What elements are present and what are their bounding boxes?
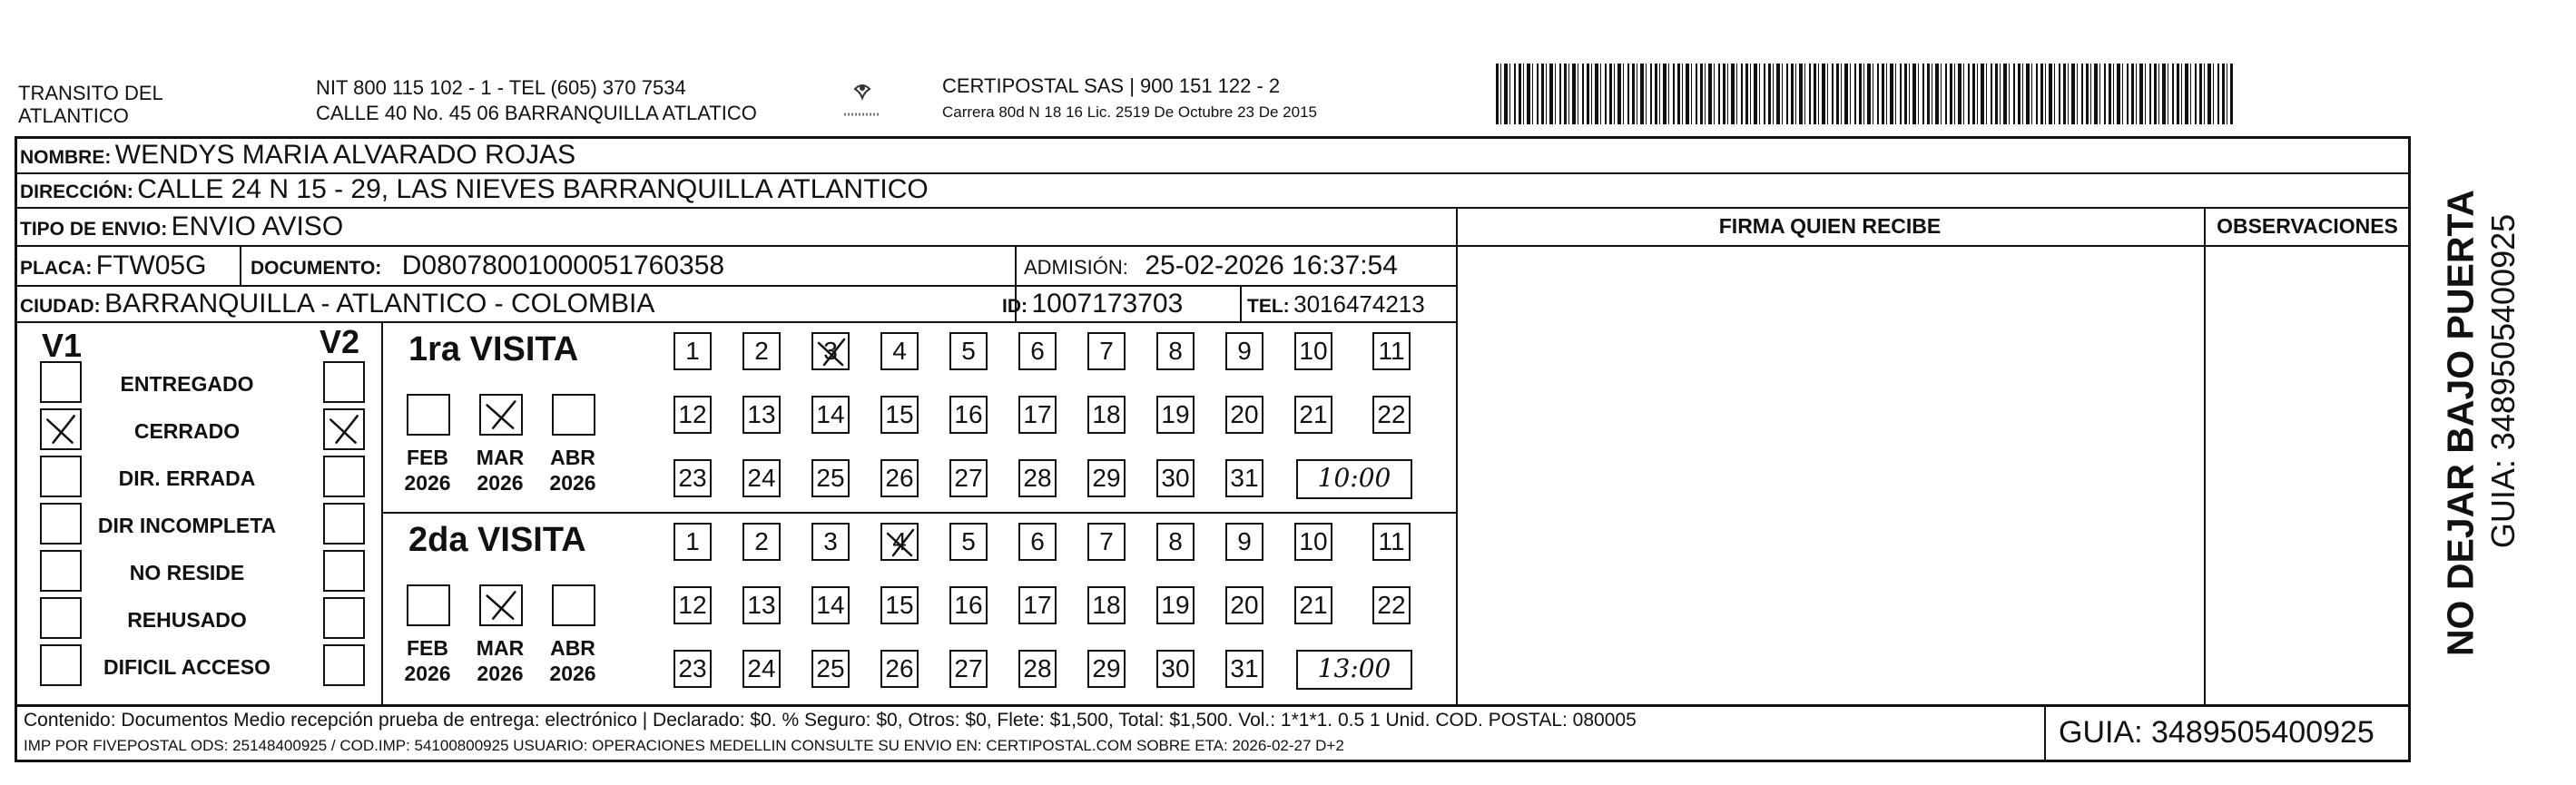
row-divider (15, 321, 1456, 323)
footer-contenido: Contenido: Documentos Medio recepción prueba de entrega: electrónico | Declarado: $0. % Seguro: $0, Otros: $0, Flete: $1,500, Total: $1,500. Vol.: 1*1*1. 0.5 1 Unid. COD. POSTAL: 080005 (24, 710, 1637, 731)
day-box[interactable]: 30 (1156, 650, 1195, 688)
ciudad-label: CIUDAD: (20, 296, 101, 317)
day-box[interactable]: 18 (1087, 396, 1126, 434)
visit-title: 2da VISITA (408, 521, 586, 559)
day-box[interactable]: 28 (1018, 459, 1057, 497)
month-checkbox[interactable] (552, 584, 595, 626)
firma-area[interactable] (1458, 247, 2202, 702)
day-box[interactable]: 3 (811, 332, 850, 370)
day-box[interactable]: 10 (1294, 523, 1332, 561)
day-box[interactable]: 16 (949, 586, 988, 624)
ciudad-row (20, 289, 654, 319)
status-option-label: NO RESIDE (129, 561, 245, 584)
sender-nit: NIT 800 115 102 - 1 - TEL (605) 370 7534 (316, 76, 686, 99)
day-box[interactable]: 23 (673, 459, 712, 497)
day-box[interactable]: 9 (1225, 332, 1263, 370)
day-box[interactable]: 16 (949, 396, 988, 434)
day-box[interactable]: 5 (949, 332, 988, 370)
month-checkbox[interactable] (479, 584, 523, 626)
month-year: 2026 (549, 471, 596, 495)
day-box[interactable]: 1 (673, 332, 712, 370)
id-value: 1007173703 (1031, 289, 1184, 319)
month-label (396, 635, 459, 686)
day-box[interactable]: 22 (1372, 396, 1411, 434)
day-box[interactable]: 19 (1156, 396, 1195, 434)
v2-checkbox[interactable] (323, 550, 365, 592)
day-box[interactable]: 31 (1225, 459, 1263, 497)
nombre-row (20, 140, 575, 171)
visit-title: 1ra VISITA (408, 330, 579, 368)
month-name: FEB (407, 446, 448, 469)
check-mark-icon (481, 396, 521, 434)
day-box[interactable]: 17 (1018, 396, 1057, 434)
day-box[interactable]: 28 (1018, 650, 1057, 688)
day-box[interactable]: 29 (1087, 650, 1126, 688)
row-divider (15, 207, 2411, 209)
check-mark-icon (325, 410, 363, 448)
direccion-row (20, 174, 929, 205)
day-box[interactable]: 19 (1156, 586, 1195, 624)
placa-cell (20, 250, 206, 281)
day-box[interactable]: 5 (949, 523, 988, 561)
day-box[interactable]: 18 (1087, 586, 1126, 624)
check-mark-icon (882, 525, 919, 561)
tel-label: TEL: (1247, 296, 1290, 317)
month-checkbox[interactable] (552, 394, 595, 436)
direccion-label: DIRECCIÓN: (20, 182, 133, 202)
sender-name-line1: TRANSITO DEL (18, 82, 163, 104)
barcode (1496, 64, 2233, 124)
footer-imp: IMP POR FIVEPOSTAL ODS: 25148400925 / COD.IMP: 54100800925 USUARIO: OPERACIONES MEDELLIN CONSULTE SU ENVIO EN: CERTIPOSTAL.COM SOBRE ETA: 2026-02-27 D+2 (24, 737, 1344, 754)
admision-value: 25-02-2026 16:37:54 (1145, 250, 1398, 280)
day-box[interactable]: 6 (1018, 332, 1057, 370)
tipo-value: ENVIO AVISO (171, 211, 344, 241)
status-option-label: DIR. ERRADA (118, 466, 256, 490)
month-name: MAR (476, 446, 525, 469)
tel-value: 3016474213 (1293, 290, 1425, 318)
v2-checkbox[interactable] (323, 361, 365, 403)
day-box[interactable]: 11 (1372, 332, 1411, 370)
day-box[interactable]: 4 (880, 332, 919, 370)
month-checkbox[interactable] (407, 584, 450, 626)
v2-header: V2 (320, 323, 360, 360)
firma-header: FIRMA QUIEN RECIBE (1718, 214, 1942, 238)
day-box[interactable]: 27 (949, 650, 988, 688)
row-divider (15, 245, 1456, 247)
row-divider (381, 512, 1456, 514)
col-divider (1240, 285, 1242, 321)
month-checkbox[interactable] (407, 394, 450, 436)
tipo-row (20, 211, 343, 242)
day-box[interactable]: 26 (880, 650, 919, 688)
col-divider (381, 321, 383, 704)
month-name: ABR (550, 636, 595, 660)
month-name: MAR (476, 636, 525, 660)
day-box[interactable]: 20 (1225, 586, 1263, 624)
day-box[interactable]: 25 (811, 459, 850, 497)
row-divider (15, 704, 2411, 707)
day-box[interactable]: 20 (1225, 396, 1263, 434)
placa-label: PLACA: (20, 258, 93, 279)
day-box[interactable]: 7 (1087, 523, 1126, 561)
month-name: ABR (550, 446, 595, 469)
day-box[interactable]: 13 (742, 586, 781, 624)
month-year: 2026 (404, 662, 451, 685)
month-label (468, 445, 532, 496)
day-box[interactable]: 17 (1018, 586, 1057, 624)
nombre-value: WENDYS MARIA ALVARADO ROJAS (114, 140, 576, 170)
day-box[interactable]: 14 (811, 586, 850, 624)
month-year: 2026 (549, 662, 596, 685)
day-box[interactable]: 31 (1225, 650, 1263, 688)
documento-label: DOCUMENTO: (251, 258, 382, 279)
id-label: ID: (1002, 296, 1027, 317)
status-option-label: DIFICIL ACCESO (103, 655, 270, 679)
v2-checkbox[interactable] (323, 644, 365, 686)
day-box[interactable]: 25 (811, 650, 850, 688)
side-guia: GUIA: 3489505400925 (2484, 213, 2522, 549)
observaciones-header: OBSERVACIONES (2217, 214, 2398, 238)
day-box[interactable]: 1 (673, 523, 712, 561)
day-box[interactable]: 12 (673, 586, 712, 624)
check-mark-icon (481, 586, 521, 624)
day-box[interactable]: 22 (1372, 586, 1411, 624)
company-name: CERTIPOSTAL SAS | 900 151 122 - 2 (942, 74, 1281, 97)
documento-value: D08078001000051760358 (401, 250, 725, 280)
day-box[interactable]: 29 (1087, 459, 1126, 497)
hour-handwritten: 10:00 (1317, 463, 1391, 493)
placa-value: FTW05G (95, 250, 207, 280)
day-box[interactable]: 15 (880, 586, 919, 624)
hour-box[interactable] (1296, 650, 1412, 690)
certipostal-logo (837, 78, 888, 125)
day-box[interactable]: 6 (1018, 523, 1057, 561)
day-box[interactable]: 2 (742, 332, 781, 370)
day-box[interactable]: 9 (1225, 523, 1263, 561)
day-box[interactable]: 24 (742, 459, 781, 497)
day-box[interactable]: 13 (742, 396, 781, 434)
v2-checkbox[interactable] (323, 456, 365, 497)
documento-cell (251, 250, 724, 281)
tipo-label: TIPO DE ENVIO: (20, 219, 168, 240)
observaciones-area[interactable] (2206, 247, 2409, 702)
col-divider (2044, 704, 2046, 762)
admision-cell (1024, 250, 1398, 281)
day-box[interactable]: 4 (880, 523, 919, 561)
day-box[interactable]: 11 (1372, 523, 1411, 561)
v2-checkbox[interactable] (323, 503, 365, 545)
day-box[interactable]: 23 (673, 650, 712, 688)
tel-cell (1247, 290, 1425, 319)
day-box[interactable]: 24 (742, 650, 781, 688)
day-box[interactable]: 21 (1294, 586, 1332, 624)
month-year: 2026 (477, 662, 524, 685)
nombre-label: NOMBRE: (20, 147, 112, 168)
col-divider (240, 245, 241, 285)
direccion-value: CALLE 24 N 15 - 29, LAS NIEVES BARRANQUILLA ATLANTICO (137, 174, 929, 204)
status-option-label: DIR INCOMPLETA (97, 514, 277, 537)
month-label (541, 635, 605, 686)
day-box[interactable]: 30 (1156, 459, 1195, 497)
day-box[interactable]: 3 (811, 523, 850, 561)
month-label (396, 445, 459, 496)
day-box[interactable]: 27 (949, 459, 988, 497)
status-option-label: REHUSADO (127, 608, 247, 632)
v1-header: V1 (42, 327, 83, 364)
hour-handwritten: 13:00 (1317, 653, 1391, 683)
month-year: 2026 (477, 471, 524, 495)
hour-box[interactable] (1296, 459, 1412, 499)
sender-name-line2: ATLANTICO (18, 104, 129, 127)
month-label (541, 445, 605, 496)
month-label (468, 635, 532, 686)
status-option-label: CERRADO (133, 419, 241, 443)
v2-checkbox[interactable] (323, 597, 365, 639)
day-box[interactable]: 8 (1156, 523, 1195, 561)
day-box[interactable]: 14 (811, 396, 850, 434)
day-box[interactable]: 12 (673, 396, 712, 434)
day-box[interactable]: 21 (1294, 396, 1332, 434)
day-box[interactable]: 10 (1294, 332, 1332, 370)
v2-checkbox[interactable] (323, 408, 365, 450)
month-name: FEB (407, 636, 448, 660)
company-license: Carrera 80d N 18 16 Lic. 2519 De Octubre 23 De 2015 (942, 103, 1317, 121)
id-cell (1002, 289, 1183, 319)
day-box[interactable]: 26 (880, 459, 919, 497)
day-box[interactable]: 2 (742, 523, 781, 561)
admision-label: ADMISIÓN: (1024, 256, 1128, 279)
month-checkbox[interactable] (479, 394, 523, 436)
day-box[interactable]: 7 (1087, 332, 1126, 370)
month-year: 2026 (404, 471, 451, 495)
check-mark-icon (813, 334, 850, 370)
footer-guia: GUIA: 3489505400925 (2059, 715, 2374, 750)
day-box[interactable]: 15 (880, 396, 919, 434)
ciudad-value: BARRANQUILLA - ATLANTICO - COLOMBIA (104, 289, 655, 319)
day-box[interactable]: 8 (1156, 332, 1195, 370)
status-option-label: ENTREGADO (120, 372, 254, 396)
no-dejar-warning: NO DEJAR BAJO PUERTA (2439, 189, 2482, 657)
sender-address: CALLE 40 No. 45 06 BARRANQUILLA ATLATICO (316, 102, 757, 124)
